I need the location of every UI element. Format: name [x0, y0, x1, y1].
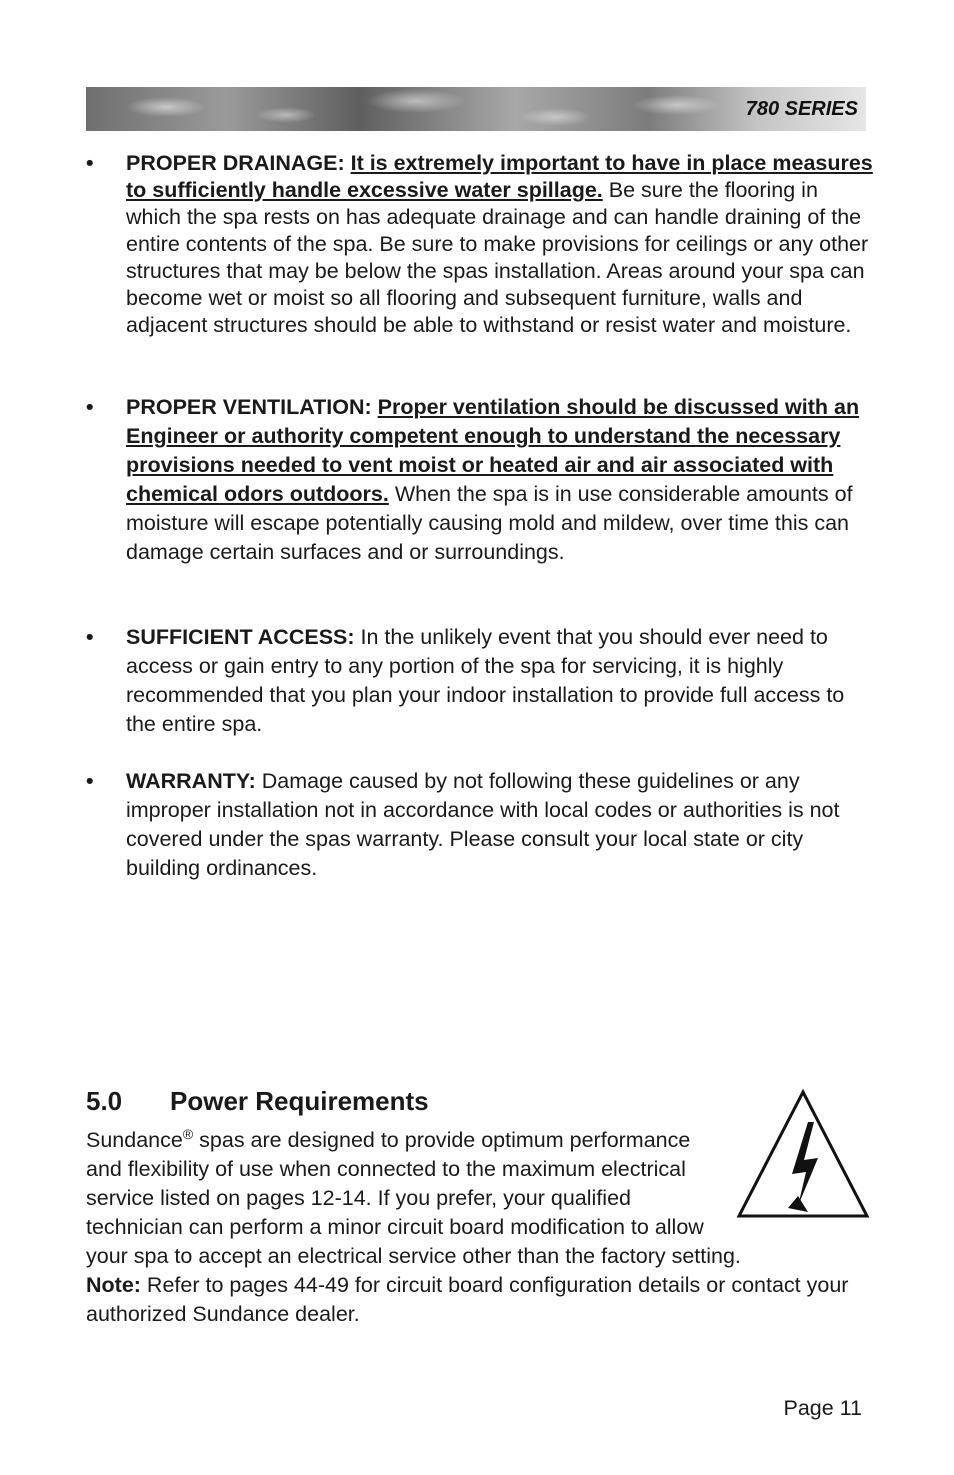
section-title: Power Requirements [170, 1086, 429, 1116]
bullet-text: Be sure the flooring in which the spa rests on has adequate drainage and can handle draining of the entire contents of the spa. Be sure to make provisions for ceilings or any other structures that may be below the spas installation. Areas around your spa can become wet or moist so all flooring and subsequent furniture, walls and adjacent structures should be able to withstand or resist water and moisture. [126, 178, 869, 337]
bullet-proper-drainage [86, 150, 876, 339]
brand-name: Sundance [86, 1128, 183, 1153]
section-number: 5.0 [86, 1086, 123, 1116]
section-paragraph: spas are designed to provide optimum performance and flexibility of use when connected to the maximum electrical service listed on pages 12-14. If you prefer, your qualified technician can perform a minor circuit board modification to allow your spa to accept an electrical service other than the factory setting. [86, 1128, 741, 1269]
page-number: Page 11 [783, 1396, 862, 1420]
bullet-proper-ventilation [86, 393, 876, 567]
bullet-text: Damage caused by not following these guidelines or any improper installation not in accordance with local codes or authorities is not covered under the spas warranty. Please consult your local state or city building ordinances. [126, 769, 840, 880]
bullet-sufficient-access [86, 623, 846, 739]
note-label: Note: [86, 1273, 141, 1298]
bullet-marker: • [86, 769, 94, 793]
bullet-marker: • [86, 395, 94, 419]
bullet-emphasis: Proper ventilation should be discussed with an Engineer or authority competent enough to understand the necessary provisions needed to vent moist or heated air and air associated with chemical odors outdoors. [126, 395, 860, 506]
registered-mark: ® [182, 1126, 194, 1142]
bullet-label: PROPER DRAINAGE: [126, 151, 345, 175]
bullet-label: WARRANTY: [126, 769, 256, 793]
bullet-warranty [86, 767, 846, 883]
bullet-marker: • [86, 151, 94, 175]
bullet-text: When the spa is in use considerable amounts of moisture will escape potentially causing mold and mildew, over time this can damage certain surfaces and or surroundings. [126, 482, 853, 564]
bullet-emphasis: It is extremely important to have in place measures to sufficiently handle excessive water spillage. [126, 151, 873, 202]
series-label: 780 SERIES [745, 98, 858, 120]
section-body [86, 1120, 866, 1329]
header-banner [86, 87, 866, 131]
note-text: Refer to pages 44-49 for circuit board configuration details or contact your authorized Sundance dealer. [86, 1273, 849, 1327]
bullet-label: SUFFICIENT ACCESS: [126, 625, 355, 649]
section-heading [86, 1086, 429, 1117]
bullet-marker: • [86, 625, 94, 649]
high-voltage-warning-icon [736, 1088, 870, 1220]
bullet-label: PROPER VENTILATION: [126, 395, 372, 419]
bullet-text: In the unlikely event that you should ever need to access or gain entry to any portion of the spa for servicing, it is highly recommended that you plan your indoor installation to provide full access to the entire spa. [126, 625, 845, 736]
